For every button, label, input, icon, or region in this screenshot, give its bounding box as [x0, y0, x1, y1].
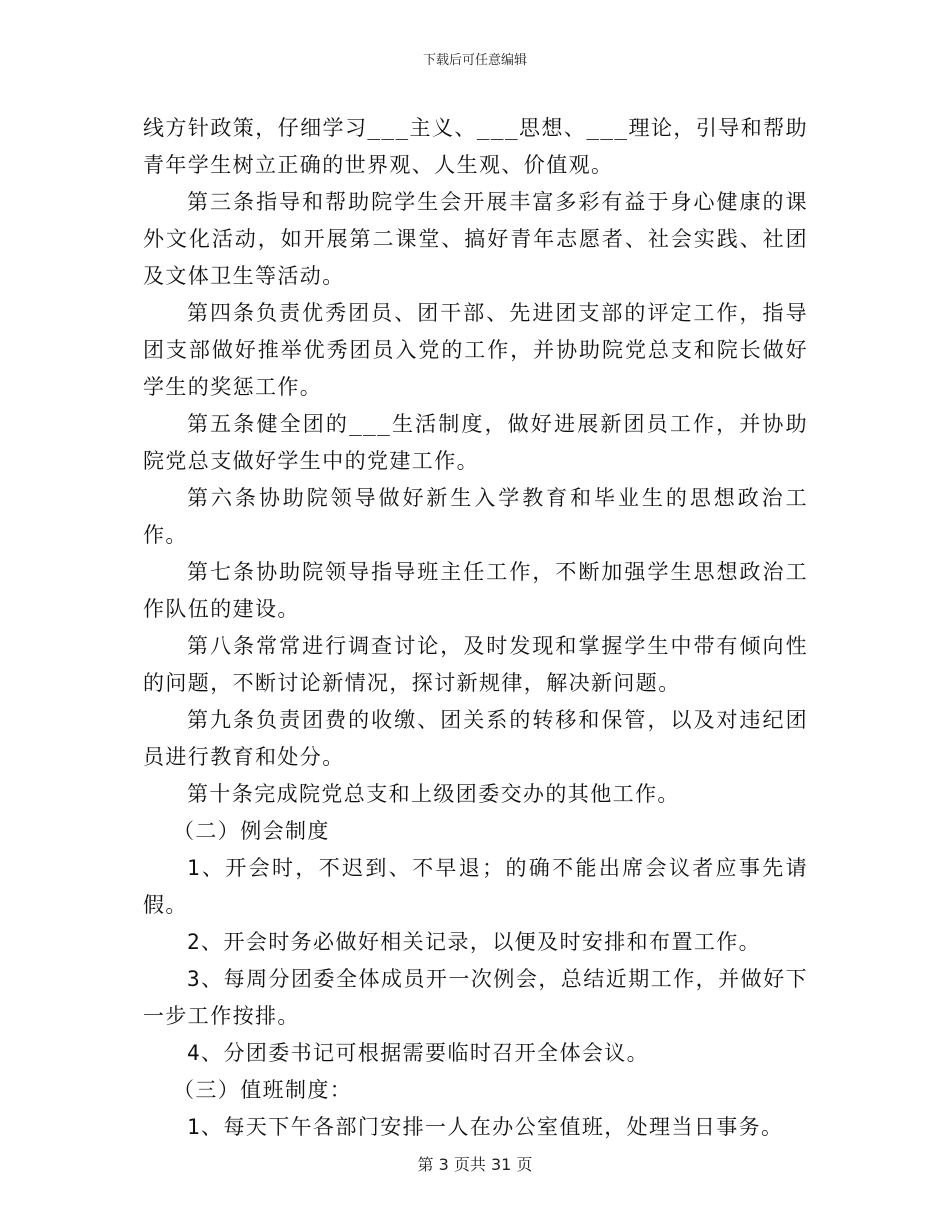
paragraph-article-6: 第六条协助院领导做好新生入学教育和毕业生的思想政治工作。 — [143, 486, 808, 547]
document-body — [143, 110, 808, 1146]
paragraph-article-8: 第八条常常进行调查讨论，及时发现和掌握学生中带有倾向性的问题，不断讨论新情况，探讨新规律，解决新问题。 — [143, 634, 808, 695]
paragraph-article-10: 第十条完成院党总支和上级团委交办的其他工作。 — [187, 782, 680, 806]
list-item: 3、每周分团委全体成员开一次例会，总结近期工作，并做好下一步工作按排。 — [143, 967, 808, 1028]
paragraph-article-7: 第七条协助院领导指导班主任工作，不断加强学生思想政治工作队伍的建设。 — [143, 560, 808, 621]
section-heading-duty-rules: （三）值班制度： — [173, 1078, 353, 1102]
list-item: 2、开会时务必做好相关记录，以便及时安排和布置工作。 — [187, 930, 762, 954]
paragraph-article-9: 第九条负责团费的收缴、团关系的转移和保管，以及对违纪团员进行教育和处分。 — [143, 708, 808, 769]
paragraph-article-3: 第三条指导和帮助院学生会开展丰富多彩有益于身心健康的课外文化活动，如开展第二课堂、搞好青年志愿者、社会实践、社团及文体卫生等活动。 — [143, 190, 808, 288]
paragraph-article-4: 第四条负责优秀团员、团干部、先进团支部的评定工作，指导团支部做好推举优秀团员入党的工作，并协助院党总支和院长做好学生的奖惩工作。 — [143, 301, 808, 399]
paragraph-article-5: 第五条健全团的___生活制度，做好进展新团员工作，并协助院党总支做好学生中的党建工作。 — [143, 412, 808, 473]
section-heading-meeting-rules: （二）例会制度 — [173, 819, 330, 843]
page-number: 第 3 页共 31 页 — [417, 1155, 533, 1174]
list-item: 1、每天下午各部门安排一人在办公室值班，处理当日事务。 — [187, 1115, 784, 1139]
paragraph: 线方针政策，仔细学习___主义、___思想、___理论，引导和帮助青年学生树立正确的世界观、人生观、价值观。 — [143, 116, 808, 177]
list-item: 1、开会时，不迟到、不早退；的确不能出席会议者应事先请假。 — [143, 856, 808, 917]
page-header-note: 下载后可任意编辑 — [422, 53, 527, 68]
list-item: 4、分团委书记可根据需要临时召开全体会议。 — [187, 1041, 650, 1065]
